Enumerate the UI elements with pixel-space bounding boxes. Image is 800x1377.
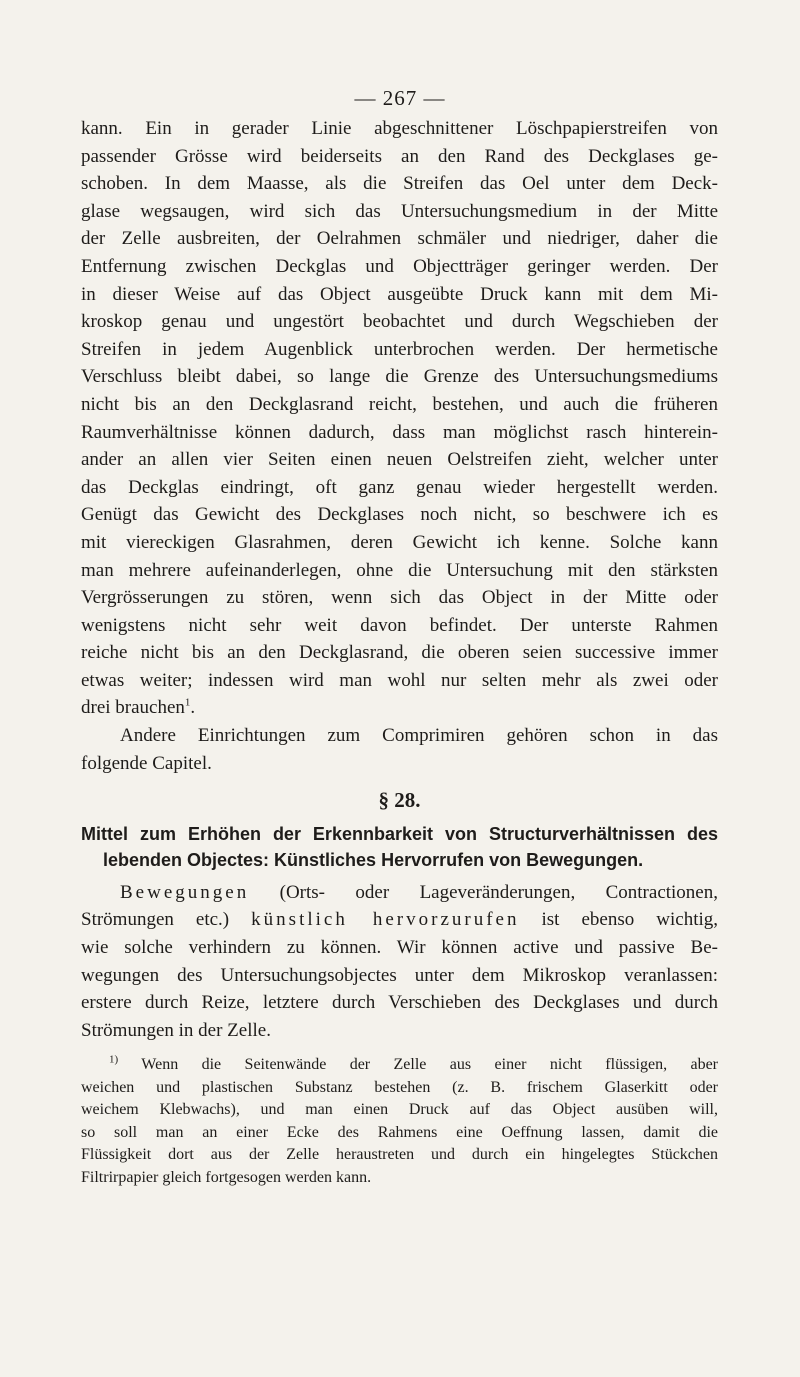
text-line: reiche nicht bis an den Deckglasrand, die oberen seien successive immer <box>81 642 718 664</box>
text-line: etwas weiter; indessen wird man wohl nur selten mehr als zwei oder <box>81 669 718 691</box>
text-line: kroskop genau und ungestört beobachtet und durch Wegschieben der <box>81 311 718 333</box>
text-line: wegungen des Untersuchungsobjectes unter dem Mikroskop veranlassen: <box>81 964 718 986</box>
paragraph-2-last-line: folgende Capitel. <box>81 752 212 774</box>
paragraph-text: (Orts- oder Lageveränderungen, Contractionen, <box>249 881 718 903</box>
page-number: — 267 — <box>354 86 446 110</box>
text-line: so soll man an einer Ecke des Rahmens eine Oeffnung lassen, damit die <box>81 1123 718 1141</box>
text-line: weichen und plastischen Substanz bestehen (z. B. frischem Glaserkitt oder <box>81 1078 718 1096</box>
section-number: § 28. <box>378 788 421 813</box>
text-line: Vergrösserungen zu stören, wenn sich das Object in der Mitte oder <box>81 587 718 609</box>
spaced-term: Bewegungen <box>120 881 250 903</box>
footnote-last-line: Filtrirpapier gleich fortgesogen werden kann. <box>81 1168 372 1186</box>
paragraph-text: . <box>190 697 196 719</box>
text-line: Raumverhältnisse können dadurch, dass man möglichst rasch hinterein- <box>81 421 718 443</box>
text-line: Andere Einrichtungen zum Comprimiren gehören schon in das <box>120 725 718 747</box>
footnote-reference[interactable]: 1 <box>184 697 191 710</box>
footnote-first-line <box>81 1054 718 1077</box>
text-line: man mehrere aufeinanderlegen, ohne die Untersuchung mit den stärksten <box>81 559 718 581</box>
footnote-text: Wenn die Seitenwände der Zelle aus einer nicht flüssigen, aber <box>118 1056 718 1074</box>
text-line: das Deckglas eindringt, oft ganz genau wieder hergestellt werden. <box>81 476 718 498</box>
section-heading-line: lebenden Objectes: Künstliches Hervorrufen von Bewegungen. <box>103 849 644 870</box>
text-line: weichem Klebwachs), und man einen Druck auf das Object ausüben will, <box>81 1101 718 1119</box>
text-line: kann. Ein in gerader Linie abgeschnittener Löschpapierstreifen von <box>81 118 718 139</box>
paragraph-text: Strömungen etc.) <box>81 909 252 931</box>
text-line: schoben. In dem Maasse, als die Streifen das Oel unter dem Deck- <box>81 173 718 195</box>
text-line: Entfernung zwischen Deckglas und Objectträger geringer werden. Der <box>81 255 718 277</box>
paragraph-1-last-line <box>81 694 718 722</box>
paragraph-3-first-line <box>81 879 718 907</box>
page-body <box>81 115 718 1189</box>
text-line: passender Grösse wird beiderseits an den Rand des Deckglases ge- <box>81 145 718 167</box>
text-line: wenigstens nicht sehr weit davon befindet. Der unterste Rahmen <box>81 614 718 636</box>
text-line: Streifen in jedem Augenblick unterbrochen werden. Der hermetische <box>81 338 718 360</box>
text-line: nicht bis an den Deckglasrand reicht, bestehen, und auch die früheren <box>81 393 718 415</box>
text-line: glase wegsaugen, wird sich das Untersuchungsmedium in der Mitte <box>81 200 718 222</box>
text-line: mit viereckigen Glasrahmen, deren Gewicht ich kenne. Solche kann <box>81 531 718 553</box>
text-line: wie solche verhindern zu können. Wir können active und passive Be- <box>81 937 718 959</box>
paragraph-text: ist ebenso wichtig, <box>519 909 719 931</box>
text-line: der Zelle ausbreiten, der Oelrahmen schmäler und niedriger, daher die <box>81 228 718 250</box>
text-line: Flüssigkeit dort aus der Zelle heraustreten und durch ein hingelegtes Stückchen <box>81 1146 718 1164</box>
paragraph-3-last-line: Strömungen in der Zelle. <box>81 1019 271 1041</box>
footnote-body <box>81 1077 718 1167</box>
paragraph-3-second-line <box>81 906 718 934</box>
spaced-term: künstlich hervorzurufen <box>251 909 520 931</box>
footnote <box>81 1054 718 1189</box>
text-line: erstere durch Reize, letztere durch Verschieben des Deckglases und durch <box>81 992 718 1014</box>
text-line: Verschluss bleibt dabei, so lange die Grenze des Untersuchungsmediums <box>81 366 718 388</box>
paragraph-text: drei brauchen <box>81 697 185 719</box>
footnote-label: 1) <box>109 1054 119 1067</box>
paragraph-2 <box>81 722 718 750</box>
paragraph-3 <box>81 934 718 1017</box>
text-line: ander an allen vier Seiten einen neuen Oelstreifen zieht, welcher unter <box>81 449 718 471</box>
paragraph-1 <box>81 115 718 694</box>
section-heading <box>81 821 718 873</box>
section-heading-line: Mittel zum Erhöhen der Erkennbarkeit von Structurverhältnissen des <box>81 823 718 844</box>
text-line: Genügt das Gewicht des Deckglases noch nicht, so beschwere ich es <box>81 504 718 526</box>
text-line: in dieser Weise auf das Object ausgeübte Druck kann mit dem Mi- <box>81 283 718 305</box>
